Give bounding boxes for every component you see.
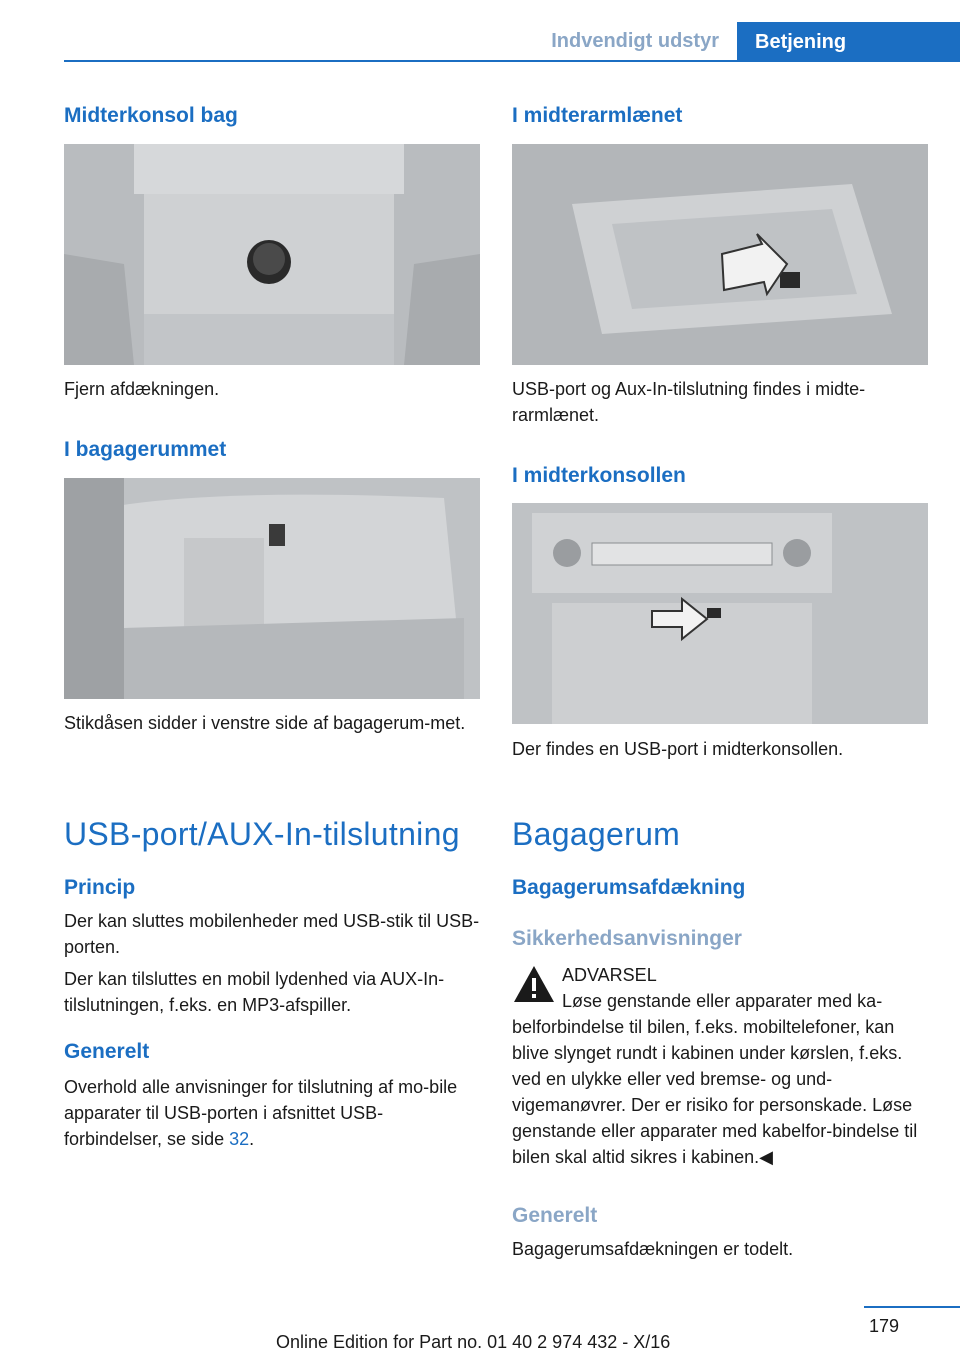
- photo-armrest: [512, 144, 928, 365]
- heading-princip: Princip: [64, 876, 136, 899]
- edition-footer: Online Edition for Part no. 01 40 2 974 432 - X/16: [276, 1332, 671, 1352]
- para-princip-1: Der kan sluttes mobilenheder med USB-stik til USB-porten.: [64, 911, 480, 957]
- heading-bagagerummet: I bagagerummet: [64, 438, 227, 461]
- warning-triangle-icon: [512, 964, 556, 1004]
- heading-midterkonsol-bag: Midterkonsol bag: [64, 104, 238, 127]
- caption-rear-console: Fjern afdækningen.: [64, 379, 220, 399]
- page-number: 179: [868, 1316, 899, 1336]
- para-generelt-left: Overhold alle anvisninger for tilslutning af mo-bile apparater til USB-porten i afsnittet USB-forbindelser, se side 32.: [64, 1077, 458, 1149]
- heading-generelt-right: Generelt: [512, 1204, 598, 1227]
- active-tab[interactable]: Betjening: [737, 22, 960, 62]
- warning-block: [512, 962, 928, 1170]
- photo-trunk: [64, 478, 480, 699]
- chapter-title-bagagerum: Bagagerum: [512, 816, 681, 852]
- caption-armrest: USB-port og Aux-In-tilslutning findes i midte-rarmlænet.: [512, 379, 866, 425]
- header-rule: [64, 60, 960, 62]
- photo-rear-console: [64, 144, 480, 365]
- footer-rule: [864, 1306, 960, 1308]
- heading-midterarmlaenet: I midterarmlænet: [512, 104, 683, 127]
- caption-trunk: Stikdåsen sidder i venstre side af bagagerum-met.: [64, 713, 466, 733]
- para-generelt-right: Bagagerumsafdækningen er todelt.: [512, 1239, 794, 1259]
- chapter-title-usb: USB-port/AUX-In-tilslutning: [64, 816, 460, 852]
- warning-title: ADVARSEL: [562, 965, 657, 985]
- heading-bagagerumsafdaekning: Bagagerumsafdækning: [512, 876, 746, 899]
- heading-sikkerhedsanvisninger: Sikkerhedsanvisninger: [512, 927, 742, 950]
- warning-body: Løse genstande eller apparater med ka-belforbindelse til bilen, f.eks. mobiltelefoner, kan blive slynget rundt i kabinen under kørslen, f.eks. ved en ulykke eller ved bremse- og und-vigemanøvrer. Der er risiko for personskade. Løse genstande eller apparater med kabelfor-bindelse til bilen skal altid sikres i kabinen.◀: [512, 991, 918, 1167]
- heading-midterkonsollen: I midterkonsollen: [512, 464, 686, 487]
- photo-center-console: [512, 503, 928, 724]
- section-tab[interactable]: Indvendigt udstyr: [551, 30, 719, 52]
- page-reference-link[interactable]: 32: [229, 1129, 250, 1149]
- caption-center-console: Der findes en USB-port i midterkonsollen.: [512, 739, 844, 759]
- para-princip-2: Der kan tilsluttes en mobil lydenhed via AUX-In-tilslutningen, f.eks. en MP3-afspiller.: [64, 969, 445, 1015]
- heading-generelt-left: Generelt: [64, 1040, 150, 1063]
